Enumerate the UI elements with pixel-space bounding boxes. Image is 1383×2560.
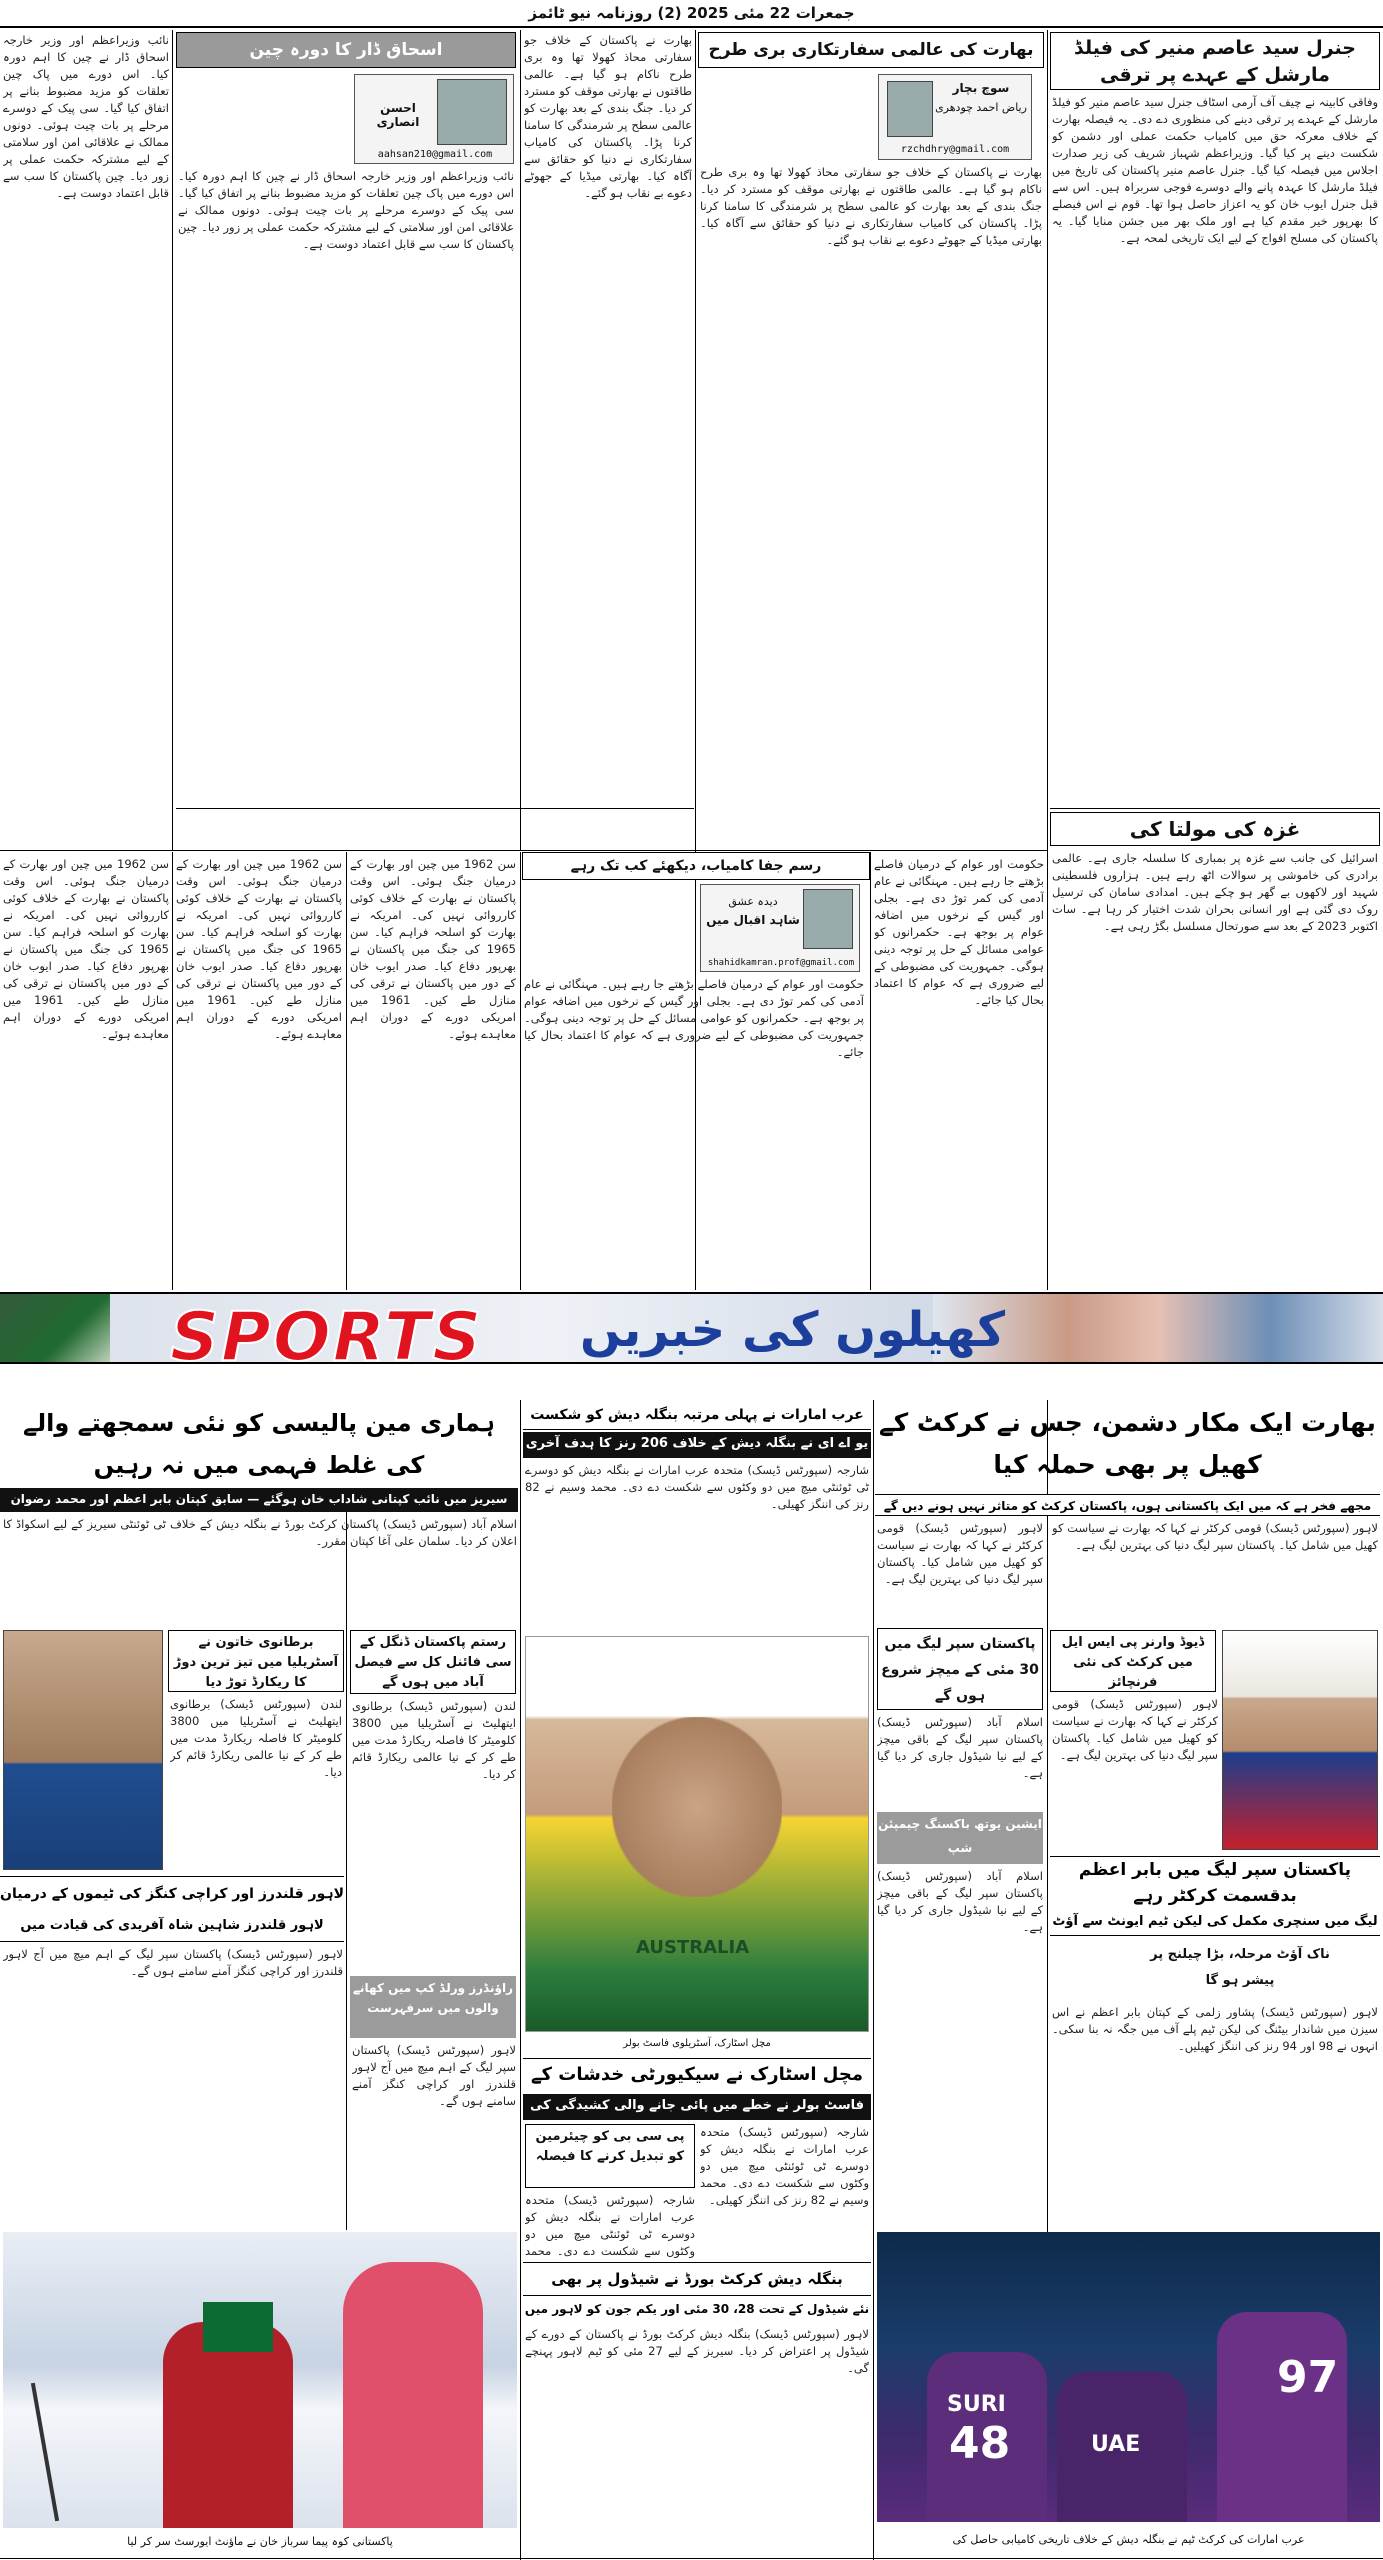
- gaza-body: اسرائیل کی جانب سے غزہ پر بمباری کا سلسلہ جاری ہے۔ عالمی برادری کی خاموشی پر سوالات اٹھ رہے ہیں۔ ہزاروں فلسطینی شہید اور لاکھوں بے گھر ہو چکے ہیں۔ امدادی سامان کی ترسیل روک دی گئی ہے اور انسانی بحران شدت اختیار کر رہا ہے۔ سات اکتوبر 2023 کے بعد سے صورتحال مسلسل بگڑ رہی ہے۔: [1052, 851, 1378, 933]
- left-main-body: اسلام آباد (سپورٹس ڈیسک) پاکستان کرکٹ بورڈ نے بنگلہ دیش کے خلاف ٹی ٹوئنٹی سیریز کے لیے اسکواڈ کا اعلان کر دیا۔ سلمان علی آغا کپتان مقرر۔: [3, 1517, 517, 1548]
- divider: [0, 850, 1047, 851]
- pcb-body: شارجہ (سپورٹس ڈیسک) متحدہ عرب امارات نے بنگلہ دیش کو دوسرے ٹی ٹوئنٹی میچ میں دو وکٹوں سے شکست دے دی۔ محمد: [525, 2193, 695, 2258]
- diplomacy-body: بھارت نے پاکستان کے خلاف جو سفارتی محاذ کھولا تھا وہ بری طرح ناکام ہو گیا ہے۔ عالمی طاقتوں نے بھارتی موقف کو مسترد کر دیا۔ جنگ بندی کے بعد بھارت کو عالمی سطح پر شرمندگی کا سامنا کرنا پڑا۔ پاکستان کی کامیاب سفارتکاری نے دنیا کو حقائق سے آگاہ کیا۔ بھارتی میڈیا کے جھوٹے دعوے بے نقاب ہو گئے۔: [700, 165, 1042, 247]
- column-rule: [346, 852, 347, 1290]
- diplomacy-headline: بھارت کی عالمی سفارتکاری بری طرح: [698, 32, 1044, 68]
- sports-banner: [0, 1292, 1383, 1364]
- jersey-name: SURI: [947, 2392, 1006, 2417]
- author-email: aahsan210@gmail.com: [377, 149, 493, 160]
- china-author-box: [354, 74, 514, 164]
- mountain-caption: پاکستانی کوہ پیما سرباز خان نے ماؤنٹ ایورسٹ سر کر لیا: [127, 2535, 393, 2548]
- column-rule: [520, 30, 521, 850]
- athlete-photo: [3, 1630, 163, 1870]
- squash-headline: رستم پاکستان ڈنگل کے سی فائنل کل سے فیصل آباد میں ہوں گے: [350, 1630, 516, 1694]
- uae-subheadline: یو اے ای نے بنگلہ دیش کے خلاف 206 رنز کا ہدف آخری: [523, 1432, 871, 1458]
- pakistan-flag: [203, 2302, 273, 2352]
- warner-headline: ڈیوڈ وارنر پی ایس ایل میں کرکٹ کی نئی فرنچائز: [1050, 1630, 1216, 1692]
- column-rule: [520, 1400, 521, 2560]
- field-marshal-headline: جنرل سید عاصم منیر کی فیلڈ مارشل کے عہدے پر ترقی: [1050, 32, 1380, 90]
- divider: [176, 808, 694, 809]
- column-rule: [873, 1400, 874, 2560]
- diplomacy-body-continued: بھارت نے پاکستان کے خلاف جو سفارتی محاذ کھولا تھا وہ بری طرح ناکام ہو گیا ہے۔ عالمی طاقتوں نے بھارتی موقف کو مسترد کر دیا۔ جنگ بندی کے بعد بھارت کو عالمی سطح پر شرمندگی کا سامنا کرنا پڑا۔ پاکستان کی کامیاب سفارتکاری نے دنیا کو حقائق سے آگاہ کیا۔ بھارتی میڈیا کے جھوٹے دعوے بے نقاب ہو گئے۔: [524, 33, 692, 200]
- player-figure: [1217, 2312, 1347, 2522]
- column-rule: [520, 852, 521, 1290]
- babar-body: لاہور (سپورٹس ڈیسک) پشاور زلمی کے کپتان بابر اعظم نے اس سیزن میں شاندار بیٹنگ کی لیکن ٹیم پلے آف میں جگہ نہ بنا سکی۔ انہوں نے 98 اور 94 رنز کی اننگز کھیلیں۔: [1052, 2005, 1378, 2053]
- uae-headline: عرب امارات نے پہلی مرتبہ بنگلہ دیش کو شکست: [523, 1402, 871, 1430]
- column-rule: [172, 30, 173, 850]
- rasm-author-box: [700, 884, 860, 972]
- rasm-body: حکومت اور عوام کے درمیان فاصلے بڑھتے جا رہے ہیں۔ مہنگائی نے عام آدمی کی کمر توڑ دی ہے۔ بجلی اور گیس کے نرخوں میں اضافہ عوام پر بوجھ ہے۔ حکمرانوں کو عوامی مسائل کے حل پر توجہ دینی ہوگی۔ جمہوریت کی مضبوطی کے لیے ضروری ہے کہ عوام کا اعتماد بحال کیا جائے۔: [524, 977, 864, 1059]
- history-body: سن 1962 میں چین اور بھارت کے درمیان جنگ ہوئی۔ اس وقت پاکستان نے بھارت کے خلاف کوئی کارروائی نہیں کی۔ امریکہ نے بھارت کو اسلحہ فراہم کیا۔ سن 1965 کی جنگ میں پاکستان نے بھرپور دفاع کیا۔ صدر ایوب خان کے دور میں پاکستان نے ترقی کی منازل طے کیں۔ 1961 میں امریکی دورے کے دوران اہم معاہدے ہوئے۔: [350, 857, 516, 1041]
- column-name: سوچ بچار: [952, 81, 1010, 95]
- diplomacy-author-box: [878, 74, 1032, 160]
- right-main-subheadline: مجھے فخر ہے کہ میں ایک پاکستانی ہوں، پاکستان کرکٹ کو متاثر نہیں ہونے دیں گے: [875, 1494, 1380, 1516]
- china-tour-headline: اسحاق ڈار کا دورہ چین: [176, 32, 516, 68]
- jersey-number: 48: [949, 2418, 1011, 2469]
- britain-headline: برطانوی خاتون نے آسٹریلیا میں تیز ترین دوڑ کا ریکارڈ توڑ دیا: [168, 1630, 344, 1692]
- warner-body: لاہور (سپورٹس ڈیسک) قومی کرکٹر نے کہا کہ بھارت نے سیاست کو کھیل میں شامل کیا۔ پاکستان سپر لیگ دنیا کی بہترین لیگ ہے۔: [1052, 1697, 1218, 1762]
- column-rule: [1047, 1400, 1048, 2250]
- divider: [0, 2558, 1383, 2559]
- column-rule: [1047, 30, 1048, 1290]
- warner-photo: [1222, 1630, 1378, 1850]
- psl-schedule-headline: پاکستان سپر لیگ میں 30 مئی کے میچز شروع ہوں گے: [877, 1628, 1043, 1710]
- lahore-body: لاہور (سپورٹس ڈیسک) پاکستان سپر لیگ کے اہم میچ میں آج لاہور قلندرز اور کراچی کنگز آمنے سامنے ہوں گے۔: [3, 1947, 343, 1978]
- history-body-continued: سن 1962 میں چین اور بھارت کے درمیان جنگ ہوئی۔ اس وقت پاکستان نے بھارت کے خلاف کوئی کارروائی نہیں کی۔ امریکہ نے بھارت کو اسلحہ فراہم کیا۔ سن 1965 کی جنگ میں پاکستان نے بھرپور دفاع کیا۔ صدر ایوب خان کے دور میں پاکستان نے ترقی کی منازل طے کیں۔ 1961 میں امریکی دورے کے دوران اہم معاہدے ہوئے۔: [176, 857, 342, 1041]
- author-name: ریاض احمد چودھری: [935, 101, 1027, 114]
- divider: [1050, 808, 1380, 809]
- author-email: shahidkamran.prof@gmail.com: [707, 958, 855, 968]
- uae-body: شارجہ (سپورٹس ڈیسک) متحدہ عرب امارات نے بنگلہ دیش کو دوسرے ٹی ٹوئنٹی میچ میں دو وکٹوں سے شکست دے دی۔ محمد وسیم نے 82 رنز کی اننگز کھیلی۔: [525, 1463, 869, 1511]
- right-main-body-continued: لاہور (سپورٹس ڈیسک) قومی کرکٹر نے کہا کہ بھارت نے سیاست کو کھیل میں شامل کیا۔ پاکستان سپر لیگ دنیا کی بہترین لیگ ہے۔: [877, 1521, 1043, 1586]
- uae-team-photo: [877, 2232, 1380, 2522]
- starc-caption: مچل اسٹارک، آسٹریلوی فاسٹ بولر: [623, 2038, 771, 2049]
- babar-box: ناک آؤٹ مرحلہ، بڑا چیلنج پر پیشر ہو گا: [1140, 1942, 1340, 2000]
- bd-subheadline: نئے شیڈول کے تحت 28، 30 مئی اور یکم جون کو لاہور میں: [524, 2302, 870, 2316]
- field-marshal-body: وفاقی کابینہ نے چیف آف آرمی اسٹاف جنرل سید عاصم منیر کو فیلڈ مارشل کے عہدے پر ترقی دینے کی منظوری دے دی۔ یہ فیصلہ بھارت کے خلاف معرکہ حق میں کامیاب حکمت عملی اور دشمن کو شکست دینے پر کیا گیا۔ وزیراعظم شہباز شریف کی زیر صدارت اجلاس میں فیصلہ کیا گیا۔ جنرل عاصم منیر پاکستان کی تاریخ میں فیلڈ مارشل کا عہدہ پانے والے دوسرے فوجی سربراہ ہیں۔ اس سے قبل جنرل ایوب خان کو یہ اعزاز حاصل ہوا تھا۔ قوم نے اس فیصلے کا بھرپور خیر مقدم کیا ہے اور ملک بھر میں جشن منایا گیا۔ یہ پاکستان کی مسلح افواج کے لیے ایک تاریخی لمحہ ہے۔: [1052, 95, 1378, 245]
- pcb-headline: پی سی بی کو چیئرمین کو تبدیل کرنے کا فیصلہ: [525, 2124, 695, 2188]
- climber-figure: [343, 2262, 483, 2528]
- jersey-number: 97: [1277, 2352, 1339, 2403]
- sports-urdu-title: کھیلوں کی خبریں: [580, 1302, 1006, 1358]
- column-rule: [172, 852, 173, 1290]
- author-portrait: [887, 81, 933, 137]
- psl-schedule-body: اسلام آباد (سپورٹس ڈیسک) پاکستان سپر لیگ کے باقی میچز کے لیے نیا شیڈول جاری کر دیا گیا ہے۔: [877, 1715, 1043, 1780]
- right-main-headline: بھارت ایک مکار دشمن، جس نے کرکٹ کے کھیل پر بھی حملہ کیا: [879, 1408, 1376, 1479]
- bd-headline: بنگلہ دیش کرکٹ بورڈ نے شیڈول پر بھی: [523, 2262, 871, 2296]
- babar-subheadline: لیگ میں سنچری مکمل کی لیکن ٹیم ایونٹ سے آؤٹ: [1050, 1910, 1380, 1936]
- masthead: جمعرات 22 مئی 2025 (2) روزنامہ نیو ٹائمز: [0, 0, 1383, 28]
- left-main-headline: ہماری مین پالیسی کو نئی سمجھتے والے کی غلط فہمی میں نہ رہیں: [23, 1409, 495, 1479]
- lahore-subheadline: لاہور قلندرز شاہین شاہ آفریدی کی قیادت میں: [0, 1912, 344, 1942]
- rasm-headline: رسم جفا کامیاب، دیکھئے کب تک رہے: [522, 852, 870, 880]
- uae-team-caption: عرب امارات کی کرکٹ ٹیم نے بنگلہ دیش کے خلاف تاریخی کامیابی حاصل کی: [952, 2533, 1305, 2546]
- author-email: rzchdhry@gmail.com: [900, 144, 1010, 155]
- lahore-headline: لاہور قلندرز اور کراچی کنگز کی ٹیموں کے درمیان: [0, 1876, 344, 1912]
- right-main-body: لاہور (سپورٹس ڈیسک) قومی کرکٹر نے کہا کہ بھارت نے سیاست کو کھیل میں شامل کیا۔ پاکستان سپر لیگ دنیا کی بہترین لیگ ہے۔: [1052, 1521, 1378, 1552]
- author-portrait: [437, 79, 507, 145]
- column-name: دیدہ عشق: [728, 895, 778, 908]
- sports-word: SPORTS: [170, 1298, 484, 1364]
- china-tour-body: نائب وزیراعظم اور وزیر خارجہ اسحاق ڈار نے چین کا اہم دورہ کیا۔ اس دورے میں پاک چین تعلقات کو مزید مضبوط بنانے پر اتفاق کیا گیا۔ سی پیک کے دوسرے مرحلے پر بات چیت ہوئی۔ دونوں ممالک نے علاقائی امن اور سلامتی کے لیے مشترکہ حکمت عملی پر زور دیا۔ چین پاکستان کا سب سے قابل اعتماد دوست ہے۔: [178, 169, 514, 251]
- babar-headline: پاکستان سپر لیگ میں بابر اعظم بدقسمت کرکٹر رہے: [1050, 1856, 1380, 1910]
- asian-boxing-body: اسلام آباد (سپورٹس ڈیسک) پاکستان سپر لیگ کے باقی میچز کے لیے نیا شیڈول جاری کر دیا گیا ہے۔: [877, 1869, 1043, 1934]
- player-head: [612, 1717, 782, 1897]
- author-portrait: [803, 889, 853, 949]
- history-body-continued: سن 1962 میں چین اور بھارت کے درمیان جنگ ہوئی۔ اس وقت پاکستان نے بھارت کے خلاف کوئی کارروائی نہیں کی۔ امریکہ نے بھارت کو اسلحہ فراہم کیا۔ سن 1965 کی جنگ میں پاکستان نے بھرپور دفاع کیا۔ صدر ایوب خان کے دور میں پاکستان نے ترقی کی منازل طے کیں۔ 1961 میں امریکی دورے کے دوران اہم معاہدے ہوئے۔: [3, 857, 169, 1041]
- jersey-name: UAE: [1091, 2432, 1141, 2457]
- asian-boxing-headline: ایشین یوتھ باکسنگ چیمپئن شپ: [877, 1812, 1043, 1864]
- rasm-body-continued: حکومت اور عوام کے درمیان فاصلے بڑھتے جا رہے ہیں۔ مہنگائی نے عام آدمی کی کمر توڑ دی ہے۔ بجلی اور گیس کے نرخوں میں اضافہ عوام پر بوجھ ہے۔ حکمرانوں کو عوامی مسائل کے حل پر توجہ دینی ہوگی۔ جمہوریت کی مضبوطی کے لیے ضروری ہے کہ عوام کا اعتماد بحال کیا جائے۔: [874, 857, 1044, 1007]
- banner-photo-cricketer: [0, 1294, 110, 1364]
- starc-photo: [525, 1636, 869, 2032]
- starc-headline: مچل اسٹارک نے سیکیورٹی خدشات کے: [523, 2058, 871, 2092]
- starc-subheadline: فاسٹ بولر نے خطے میں پائی جانے والی کشیدگی کی: [523, 2094, 871, 2120]
- column-rule: [870, 852, 871, 1290]
- rounders-headline: راؤنڈرز ورلڈ کپ میں کھانے والوں میں سرفہرست: [350, 1976, 516, 2038]
- rasm-headline-continued: [522, 812, 688, 848]
- squash-body: لندن (سپورٹس ڈیسک) برطانوی ایتھلیٹ نے آسٹریلیا میں 3800 کلومیٹر کا فاصلہ ریکارڈ مدت میں طے کر کے نیا عالمی ریکارڈ قائم کر دیا۔: [352, 1699, 516, 1781]
- gaza-headline: غزہ کی مولتا کی: [1050, 812, 1380, 846]
- left-main-subheadline: سیریز میں نائب کپتانی شاداب خان ہوگئے — سابق کپتان بابر اعظم اور محمد رضوان: [0, 1488, 518, 1512]
- china-tour-body-continued: نائب وزیراعظم اور وزیر خارجہ اسحاق ڈار نے چین کا اہم دورہ کیا۔ اس دورے میں پاک چین تعلقات کو مزید مضبوط بنانے پر اتفاق کیا گیا۔ سی پیک کے دوسرے مرحلے پر بات چیت ہوئی۔ دونوں ممالک نے علاقائی امن اور سلامتی کے لیے مشترکہ حکمت عملی پر زور دیا۔ چین پاکستان کا سب سے قابل اعتماد دوست ہے۔: [3, 33, 169, 200]
- ice-axe: [31, 2383, 59, 2522]
- rounders-body: لاہور (سپورٹس ڈیسک) پاکستان سپر لیگ کے اہم میچ میں آج لاہور قلندرز اور کراچی کنگز آمنے سامنے ہوں گے۔: [352, 2043, 516, 2108]
- shirt-text: AUSTRALIA: [636, 1937, 750, 1958]
- starc-body: شارجہ (سپورٹس ڈیسک) متحدہ عرب امارات نے بنگلہ دیش کو دوسرے ٹی ٹوئنٹی میچ میں دو وکٹوں سے شکست دے دی۔ محمد وسیم نے 82 رنز کی اننگز کھیلی۔: [700, 2125, 869, 2207]
- mountain-photo: [3, 2232, 517, 2528]
- author-name: احسن انصاری: [376, 101, 420, 129]
- britain-body: لندن (سپورٹس ڈیسک) برطانوی ایتھلیٹ نے آسٹریلیا میں 3800 کلومیٹر کا فاصلہ ریکارڈ مدت میں طے کر کے نیا عالمی ریکارڈ قائم کر دیا۔: [170, 1697, 342, 1779]
- author-name: شاہد اقبال میں: [706, 913, 800, 927]
- climber-figure: [163, 2322, 293, 2528]
- bd-body: لاہور (سپورٹس ڈیسک) بنگلہ دیش کرکٹ بورڈ نے پاکستان کے دورے کے شیڈول پر اعتراض کر دیا۔ سیریز کے لیے 27 مئی کو ٹیم لاہور پہنچے گی۔: [525, 2327, 869, 2375]
